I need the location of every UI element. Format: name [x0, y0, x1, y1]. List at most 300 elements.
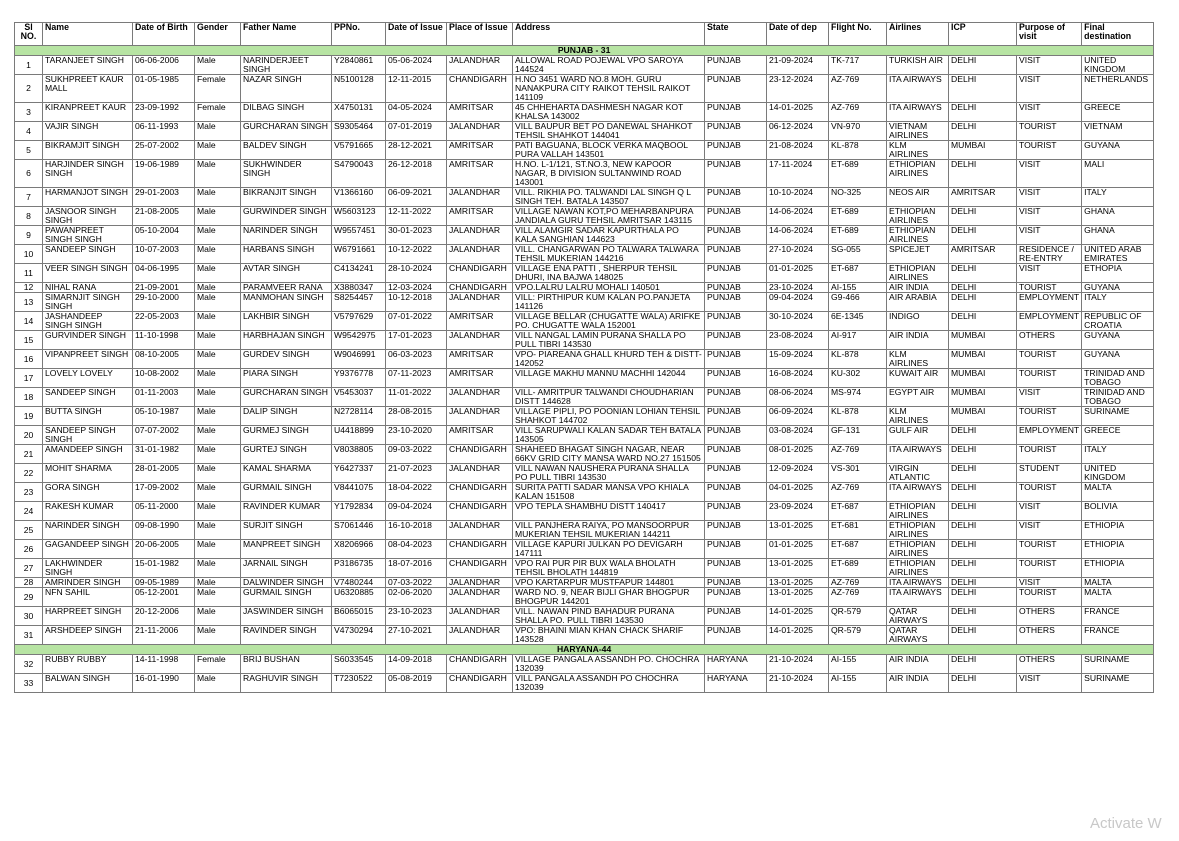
cell-date-of-birth: 28-01-2005 — [133, 464, 195, 483]
cell-address: WARD NO. 9, NEAR BIJLI GHAR BHOGPUR BHOGPUR 144201 — [513, 588, 705, 607]
cell-passport-no: V1366160 — [332, 188, 386, 207]
cell-passport-no: V7480244 — [332, 578, 386, 588]
cell-purpose-of-visit: STUDENT — [1017, 464, 1082, 483]
cell-date-of-birth: 21-09-2001 — [133, 283, 195, 293]
cell-sl-no: 5 — [15, 141, 43, 160]
cell-name: ARSHDEEP SINGH — [43, 626, 133, 645]
cell-date-of-departure: 14-01-2025 — [767, 103, 829, 122]
cell-airlines: ITA AIRWAYS — [887, 483, 949, 502]
cell-state: PUNJAB — [705, 521, 767, 540]
cell-sl-no: 12 — [15, 283, 43, 293]
header-place-of-issue: Place of Issue — [447, 23, 513, 46]
cell-final-destination: MALTA — [1082, 588, 1154, 607]
cell-gender: Male — [195, 369, 241, 388]
cell-date-of-issue: 11-01-2022 — [386, 388, 447, 407]
cell-date-of-departure: 21-09-2024 — [767, 56, 829, 75]
cell-father-name: SURJIT SINGH — [241, 521, 332, 540]
cell-father-name: JARNAIL SINGH — [241, 559, 332, 578]
cell-purpose-of-visit: OTHERS — [1017, 655, 1082, 674]
cell-date-of-issue: 04-05-2024 — [386, 103, 447, 122]
cell-state: PUNJAB — [705, 407, 767, 426]
cell-address: H.NO 3451 WARD NO.8 MOH. GURU NANAKPURA CITY RAIKOT TEHSIL RAIKOT 141109 — [513, 75, 705, 103]
cell-final-destination: ITALY — [1082, 293, 1154, 312]
cell-flight-no: ET-687 — [829, 502, 887, 521]
cell-address: VILLAGE BELLAR (CHUGATTE WALA) ARIFKE PO. CHUGATTE WALA 152001 — [513, 312, 705, 331]
cell-flight-no: ET-689 — [829, 207, 887, 226]
cell-icp: DELHI — [949, 483, 1017, 502]
cell-date-of-issue: 18-04-2022 — [386, 483, 447, 502]
cell-gender: Male — [195, 160, 241, 188]
cell-father-name: GURCHARAN SINGH — [241, 388, 332, 407]
header-purpose-of-visit: Purpose of visit — [1017, 23, 1082, 46]
cell-date-of-issue: 10-12-2018 — [386, 293, 447, 312]
cell-passport-no: N5100128 — [332, 75, 386, 103]
cell-sl-no: 30 — [15, 607, 43, 626]
cell-state: PUNJAB — [705, 388, 767, 407]
cell-name: AMRINDER SINGH — [43, 578, 133, 588]
header-name: Name — [43, 23, 133, 46]
cell-date-of-departure: 23-09-2024 — [767, 502, 829, 521]
cell-gender: Male — [195, 56, 241, 75]
cell-date-of-issue: 27-10-2021 — [386, 626, 447, 645]
cell-passport-no: S6033545 — [332, 655, 386, 674]
cell-address: VPO RAI PUR PIR BUX WALA BHOLATH TEHSIL BHOLATH 144819 — [513, 559, 705, 578]
cell-gender: Female — [195, 655, 241, 674]
cell-airlines: ITA AIRWAYS — [887, 445, 949, 464]
cell-state: PUNJAB — [705, 245, 767, 264]
cell-icp: MUMBAI — [949, 407, 1017, 426]
cell-name: HARPREET SINGH — [43, 607, 133, 626]
cell-sl-no: 1 — [15, 56, 43, 75]
cell-passport-no: B6065015 — [332, 607, 386, 626]
cell-place-of-issue: JALANDHAR — [447, 56, 513, 75]
cell-state: PUNJAB — [705, 160, 767, 188]
cell-sl-no: 25 — [15, 521, 43, 540]
cell-passport-no: C4134241 — [332, 264, 386, 283]
cell-date-of-birth: 09-05-1989 — [133, 578, 195, 588]
cell-final-destination: SURINAME — [1082, 674, 1154, 693]
cell-final-destination: GREECE — [1082, 426, 1154, 445]
cell-purpose-of-visit: VISIT — [1017, 578, 1082, 588]
cell-address: VILL PANJHERA RAIYA, PO MANSOORPUR MUKERIAN TEHSIL MUKERIAN 144211 — [513, 521, 705, 540]
cell-date-of-birth: 10-08-2002 — [133, 369, 195, 388]
cell-date-of-birth: 05-11-2000 — [133, 502, 195, 521]
cell-place-of-issue: CHANDIGARH — [447, 502, 513, 521]
cell-purpose-of-visit: EMPLOYMENT — [1017, 312, 1082, 331]
cell-gender: Male — [195, 626, 241, 645]
cell-address: VPO TEPLA SHAMBHU DISTT 140417 — [513, 502, 705, 521]
header-row — [15, 23, 1154, 46]
cell-place-of-issue: AMRITSAR — [447, 350, 513, 369]
cell-date-of-issue: 30-01-2023 — [386, 226, 447, 245]
cell-address: VILLAGE MAKHU MANNU MACHHI 142044 — [513, 369, 705, 388]
cell-final-destination: FRANCE — [1082, 626, 1154, 645]
cell-sl-no: 6 — [15, 160, 43, 188]
cell-airlines: ETHIOPIAN AIRLINES — [887, 226, 949, 245]
cell-flight-no: SG-055 — [829, 245, 887, 264]
cell-father-name: RAGHUVIR SINGH — [241, 674, 332, 693]
cell-airlines: AIR INDIA — [887, 283, 949, 293]
cell-flight-no: G9-466 — [829, 293, 887, 312]
cell-airlines: ETHIOPIAN AIRLINES — [887, 540, 949, 559]
cell-airlines: ITA AIRWAYS — [887, 103, 949, 122]
cell-place-of-issue: JALANDHAR — [447, 245, 513, 264]
table-row — [15, 626, 1154, 645]
cell-sl-no: 32 — [15, 655, 43, 674]
cell-purpose-of-visit: VISIT — [1017, 264, 1082, 283]
cell-icp: DELHI — [949, 226, 1017, 245]
cell-date-of-departure: 21-10-2024 — [767, 674, 829, 693]
cell-flight-no: KU-302 — [829, 369, 887, 388]
cell-final-destination: SURINAME — [1082, 655, 1154, 674]
cell-sl-no: 10 — [15, 245, 43, 264]
cell-purpose-of-visit: VISIT — [1017, 75, 1082, 103]
cell-name: LAKHWINDER SINGH — [43, 559, 133, 578]
cell-icp: AMRITSAR — [949, 245, 1017, 264]
cell-state: PUNJAB — [705, 445, 767, 464]
cell-state: PUNJAB — [705, 293, 767, 312]
cell-state: PUNJAB — [705, 331, 767, 350]
cell-sl-no: 24 — [15, 502, 43, 521]
cell-date-of-issue: 16-10-2018 — [386, 521, 447, 540]
table-row — [15, 264, 1154, 283]
cell-icp: DELHI — [949, 56, 1017, 75]
cell-flight-no: ET-681 — [829, 521, 887, 540]
cell-flight-no: ET-689 — [829, 559, 887, 578]
cell-address: VILL NANGAL LAMIN PURANA SHALLA PO PULL TIBRI 143530 — [513, 331, 705, 350]
cell-passport-no: X3880347 — [332, 283, 386, 293]
cell-date-of-departure: 08-06-2024 — [767, 388, 829, 407]
cell-father-name: NARINDER SINGH — [241, 226, 332, 245]
cell-final-destination: BOLIVIA — [1082, 502, 1154, 521]
cell-gender: Male — [195, 293, 241, 312]
cell-passport-no: W9046991 — [332, 350, 386, 369]
cell-address: VILL. RIKHIA PO. TALWANDI LAL SINGH Q L SINGH TEH. BATALA 143507 — [513, 188, 705, 207]
cell-address: VILLAGE ENA PATTI , SHERPUR TEHSIL DHURI, INA BAJWA 148025 — [513, 264, 705, 283]
cell-state: PUNJAB — [705, 103, 767, 122]
cell-gender: Male — [195, 521, 241, 540]
cell-flight-no: AI-155 — [829, 283, 887, 293]
cell-icp: DELHI — [949, 588, 1017, 607]
cell-state: PUNJAB — [705, 122, 767, 141]
cell-date-of-issue: 10-12-2022 — [386, 245, 447, 264]
cell-purpose-of-visit: VISIT — [1017, 674, 1082, 693]
cell-airlines: KLM AIRLINES — [887, 407, 949, 426]
cell-gender: Female — [195, 103, 241, 122]
table-row — [15, 312, 1154, 331]
cell-passport-no: X8206966 — [332, 540, 386, 559]
cell-gender: Male — [195, 350, 241, 369]
cell-icp: DELHI — [949, 578, 1017, 588]
cell-state: PUNJAB — [705, 264, 767, 283]
cell-date-of-birth: 20-12-2006 — [133, 607, 195, 626]
cell-name: VEER SINGH SINGH — [43, 264, 133, 283]
table-row — [15, 160, 1154, 188]
table-row — [15, 245, 1154, 264]
header-flight-no: Flight No. — [829, 23, 887, 46]
cell-sl-no: 28 — [15, 578, 43, 588]
cell-date-of-departure: 13-01-2025 — [767, 559, 829, 578]
cell-date-of-birth: 07-07-2002 — [133, 426, 195, 445]
cell-gender: Male — [195, 445, 241, 464]
cell-sl-no: 27 — [15, 559, 43, 578]
cell-final-destination: SURINAME — [1082, 407, 1154, 426]
cell-gender: Male — [195, 578, 241, 588]
cell-date-of-issue: 12-11-2022 — [386, 207, 447, 226]
cell-gender: Male — [195, 540, 241, 559]
cell-name: HARJINDER SINGH SINGH — [43, 160, 133, 188]
cell-purpose-of-visit: VISIT — [1017, 502, 1082, 521]
cell-address: SURITA PATTI SADAR MANSA VPO KHIALA KALAN 151508 — [513, 483, 705, 502]
cell-address: 45 CHHEHARTA DASHMESH NAGAR KOT KHALSA 143002 — [513, 103, 705, 122]
cell-date-of-birth: 06-11-1993 — [133, 122, 195, 141]
cell-final-destination: MALTA — [1082, 483, 1154, 502]
cell-purpose-of-visit: VISIT — [1017, 188, 1082, 207]
cell-flight-no: 6E-1345 — [829, 312, 887, 331]
table-row — [15, 122, 1154, 141]
cell-purpose-of-visit: VISIT — [1017, 103, 1082, 122]
cell-airlines: TURKISH AIR — [887, 56, 949, 75]
cell-place-of-issue: JALANDHAR — [447, 188, 513, 207]
table-row — [15, 559, 1154, 578]
cell-final-destination: GUYANA — [1082, 283, 1154, 293]
cell-date-of-birth: 05-12-2001 — [133, 588, 195, 607]
cell-date-of-departure: 15-09-2024 — [767, 350, 829, 369]
cell-gender: Male — [195, 141, 241, 160]
cell-passport-no: S7061446 — [332, 521, 386, 540]
cell-place-of-issue: AMRITSAR — [447, 103, 513, 122]
cell-icp: DELHI — [949, 426, 1017, 445]
cell-icp: DELHI — [949, 312, 1017, 331]
table-row — [15, 483, 1154, 502]
cell-icp: MUMBAI — [949, 388, 1017, 407]
cell-gender: Male — [195, 207, 241, 226]
cell-sl-no: 29 — [15, 588, 43, 607]
cell-father-name: DALWINDER SINGH — [241, 578, 332, 588]
cell-gender: Male — [195, 226, 241, 245]
cell-date-of-birth: 25-07-2002 — [133, 141, 195, 160]
table-row — [15, 141, 1154, 160]
header-final-destination: Final destination — [1082, 23, 1154, 46]
cell-date-of-departure: 01-01-2025 — [767, 540, 829, 559]
cell-icp: DELHI — [949, 293, 1017, 312]
cell-place-of-issue: AMRITSAR — [447, 312, 513, 331]
cell-final-destination: REPUBLIC OF CROATIA — [1082, 312, 1154, 331]
cell-state: PUNJAB — [705, 350, 767, 369]
cell-date-of-departure: 30-10-2024 — [767, 312, 829, 331]
cell-passport-no: Y9376778 — [332, 369, 386, 388]
cell-date-of-departure: 13-01-2025 — [767, 588, 829, 607]
cell-date-of-birth: 09-08-1990 — [133, 521, 195, 540]
cell-purpose-of-visit: TOURIST — [1017, 369, 1082, 388]
cell-gender: Female — [195, 75, 241, 103]
cell-father-name: NAZAR SINGH — [241, 75, 332, 103]
cell-state: PUNJAB — [705, 56, 767, 75]
cell-date-of-issue: 12-11-2015 — [386, 75, 447, 103]
cell-date-of-departure: 01-01-2025 — [767, 264, 829, 283]
cell-icp: DELHI — [949, 75, 1017, 103]
cell-icp: DELHI — [949, 521, 1017, 540]
cell-gender: Male — [195, 245, 241, 264]
cell-date-of-departure: 23-12-2024 — [767, 75, 829, 103]
cell-place-of-issue: CHANDIGARH — [447, 540, 513, 559]
cell-sl-no: 3 — [15, 103, 43, 122]
cell-father-name: HARBHAJAN SINGH — [241, 331, 332, 350]
cell-date-of-birth: 17-09-2002 — [133, 483, 195, 502]
cell-purpose-of-visit: OTHERS — [1017, 607, 1082, 626]
cell-name: SUKHPREET KAUR MALL — [43, 75, 133, 103]
table-row — [15, 369, 1154, 388]
cell-flight-no: MS-974 — [829, 388, 887, 407]
cell-sl-no: 13 — [15, 293, 43, 312]
cell-date-of-birth: 19-06-1989 — [133, 160, 195, 188]
cell-name: RAKESH KUMAR — [43, 502, 133, 521]
cell-address: VILL. CHANGARWAN PO TALWARA TALWARA TEHSIL MUKERIAN 144216 — [513, 245, 705, 264]
cell-final-destination: ITALY — [1082, 445, 1154, 464]
cell-sl-no: 23 — [15, 483, 43, 502]
header-date-of-birth: Date of Birth — [133, 23, 195, 46]
cell-name: SANDEEP SINGH SINGH — [43, 426, 133, 445]
cell-gender: Male — [195, 264, 241, 283]
cell-passport-no: V4730294 — [332, 626, 386, 645]
table-row — [15, 331, 1154, 350]
group-label: HARYANA-44 — [15, 645, 1154, 655]
cell-airlines: KLM AIRLINES — [887, 350, 949, 369]
cell-date-of-birth: 23-09-1992 — [133, 103, 195, 122]
cell-final-destination: ETHIOPIA — [1082, 540, 1154, 559]
cell-gender: Male — [195, 464, 241, 483]
cell-date-of-issue: 26-12-2018 — [386, 160, 447, 188]
cell-passport-no: Y2840861 — [332, 56, 386, 75]
cell-father-name: MANMOHAN SINGH — [241, 293, 332, 312]
cell-final-destination: UNITED KINGDOM — [1082, 56, 1154, 75]
cell-date-of-issue: 07-03-2022 — [386, 578, 447, 588]
cell-flight-no: AI-155 — [829, 655, 887, 674]
cell-flight-no: AZ-769 — [829, 483, 887, 502]
cell-final-destination: ITALY — [1082, 188, 1154, 207]
cell-place-of-issue: CHANDIGARH — [447, 674, 513, 693]
cell-icp: DELHI — [949, 559, 1017, 578]
cell-icp: DELHI — [949, 283, 1017, 293]
cell-address: VILL SARUPWALI KALAN SADAR TEH BATALA 143505 — [513, 426, 705, 445]
cell-flight-no: ET-689 — [829, 226, 887, 245]
cell-sl-no: 9 — [15, 226, 43, 245]
table-row — [15, 588, 1154, 607]
cell-gender: Male — [195, 588, 241, 607]
table-row — [15, 426, 1154, 445]
cell-date-of-departure: 17-11-2024 — [767, 160, 829, 188]
cell-state: PUNJAB — [705, 464, 767, 483]
cell-name: PAWANPREET SINGH SINGH — [43, 226, 133, 245]
group-row — [15, 46, 1154, 56]
cell-address: PATI BAGUANA, BLOCK VERKA MAQBOOL PURA VALLAH 143501 — [513, 141, 705, 160]
cell-name: HARMANJOT SINGH — [43, 188, 133, 207]
cell-father-name: DILBAG SINGH — [241, 103, 332, 122]
cell-date-of-birth: 29-01-2003 — [133, 188, 195, 207]
cell-father-name: HARBANS SINGH — [241, 245, 332, 264]
table-row — [15, 188, 1154, 207]
cell-address: VILL. NAWAN PIND BAHADUR PURANA SHALLA PO. PULL TIBRI 143530 — [513, 607, 705, 626]
cell-sl-no: 16 — [15, 350, 43, 369]
cell-name: MOHIT SHARMA — [43, 464, 133, 483]
cell-address: VILL NAWAN NAUSHERA PURANA SHALLA PO PULL TIBRI 143530 — [513, 464, 705, 483]
cell-address: VILL ALAMGIR SADAR KAPURTHALA PO KALA SANGHIAN 144623 — [513, 226, 705, 245]
cell-date-of-birth: 16-01-1990 — [133, 674, 195, 693]
cell-passport-no: W5603123 — [332, 207, 386, 226]
cell-place-of-issue: JALANDHAR — [447, 588, 513, 607]
cell-state: PUNJAB — [705, 141, 767, 160]
cell-place-of-issue: CHANDIGARH — [447, 445, 513, 464]
cell-place-of-issue: JALANDHAR — [447, 578, 513, 588]
cell-airlines: ETHIOPIAN AIRLINES — [887, 207, 949, 226]
cell-date-of-departure: 16-08-2024 — [767, 369, 829, 388]
cell-purpose-of-visit: VISIT — [1017, 56, 1082, 75]
cell-icp: DELHI — [949, 160, 1017, 188]
cell-state: PUNJAB — [705, 226, 767, 245]
table-row — [15, 674, 1154, 693]
cell-place-of-issue: JALANDHAR — [447, 331, 513, 350]
cell-purpose-of-visit: OTHERS — [1017, 626, 1082, 645]
cell-passport-no: V5453037 — [332, 388, 386, 407]
cell-airlines: ITA AIRWAYS — [887, 75, 949, 103]
cell-state: PUNJAB — [705, 283, 767, 293]
cell-flight-no: AI-917 — [829, 331, 887, 350]
header-gender: Gender — [195, 23, 241, 46]
cell-purpose-of-visit: EMPLOYMENT — [1017, 293, 1082, 312]
cell-name: GURVINDER SINGH — [43, 331, 133, 350]
cell-state: PUNJAB — [705, 540, 767, 559]
cell-date-of-issue: 07-01-2022 — [386, 312, 447, 331]
cell-date-of-departure: 03-08-2024 — [767, 426, 829, 445]
cell-icp: DELHI — [949, 540, 1017, 559]
cell-state: PUNJAB — [705, 559, 767, 578]
cell-name: GORA SINGH — [43, 483, 133, 502]
cell-airlines: AIR INDIA — [887, 655, 949, 674]
cell-gender: Male — [195, 607, 241, 626]
cell-icp: MUMBAI — [949, 141, 1017, 160]
cell-father-name: GURCHARAN SINGH — [241, 122, 332, 141]
cell-father-name: GURDEV SINGH — [241, 350, 332, 369]
cell-date-of-departure: 13-01-2025 — [767, 578, 829, 588]
cell-flight-no: AZ-769 — [829, 75, 887, 103]
cell-date-of-birth: 08-10-2005 — [133, 350, 195, 369]
cell-date-of-departure: 14-06-2024 — [767, 207, 829, 226]
cell-date-of-issue: 08-04-2023 — [386, 540, 447, 559]
cell-final-destination: TRINIDAD AND TOBAGO — [1082, 388, 1154, 407]
cell-flight-no: GF-131 — [829, 426, 887, 445]
cell-name: BIKRAMJIT SINGH — [43, 141, 133, 160]
cell-icp: DELHI — [949, 607, 1017, 626]
table-row — [15, 56, 1154, 75]
cell-flight-no: VS-301 — [829, 464, 887, 483]
cell-place-of-issue: JALANDHAR — [447, 407, 513, 426]
table-row — [15, 103, 1154, 122]
cell-address: VILL PANGALA ASSANDH PO CHOCHRA 132039 — [513, 674, 705, 693]
cell-place-of-issue: CHANDIGARH — [447, 264, 513, 283]
cell-purpose-of-visit: VISIT — [1017, 521, 1082, 540]
cell-sl-no: 2 — [15, 75, 43, 103]
cell-purpose-of-visit: TOURIST — [1017, 141, 1082, 160]
cell-icp: DELHI — [949, 655, 1017, 674]
cell-purpose-of-visit: TOURIST — [1017, 445, 1082, 464]
cell-date-of-issue: 06-03-2023 — [386, 350, 447, 369]
cell-date-of-issue: 23-10-2023 — [386, 607, 447, 626]
cell-place-of-issue: JALANDHAR — [447, 521, 513, 540]
cell-date-of-birth: 04-06-1995 — [133, 264, 195, 283]
cell-address: VPO: BHAINI MIAN KHAN CHACK SHARIF 143528 — [513, 626, 705, 645]
cell-passport-no: W9557451 — [332, 226, 386, 245]
cell-date-of-departure: 04-01-2025 — [767, 483, 829, 502]
